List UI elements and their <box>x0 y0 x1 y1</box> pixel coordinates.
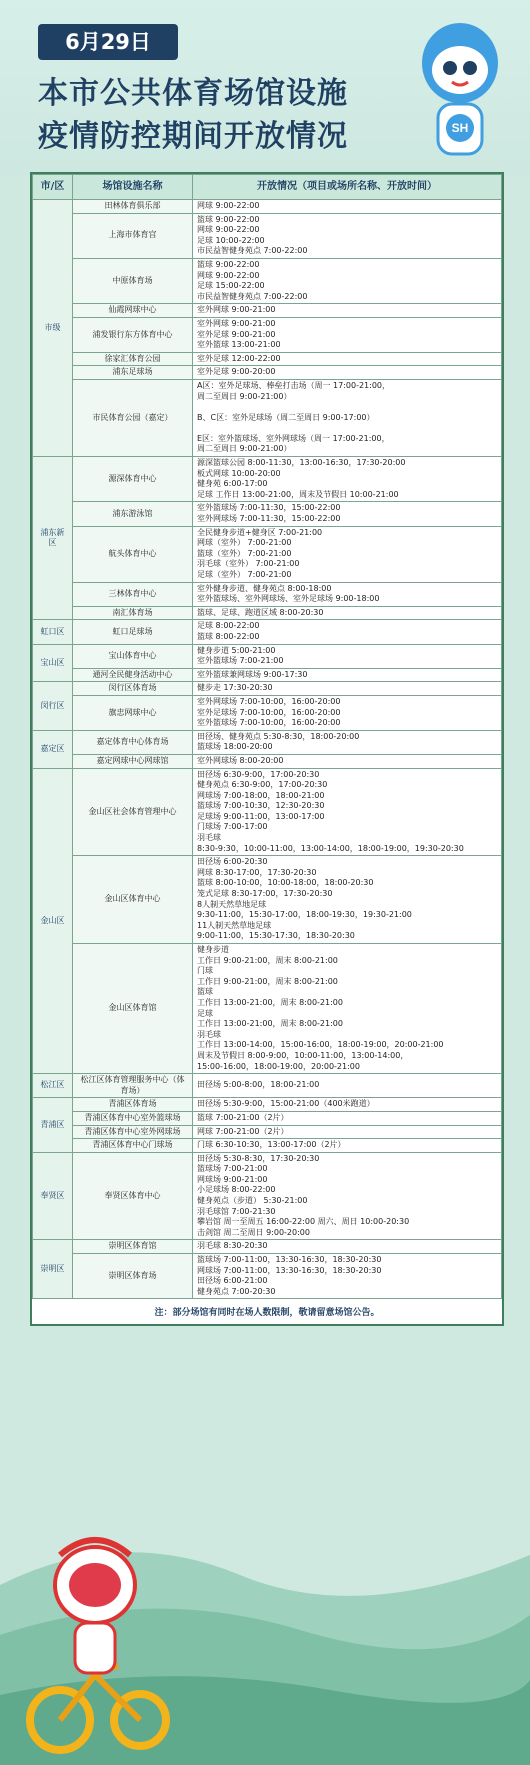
page-title-line2: 疫情防控期间开放情况 <box>38 119 348 154</box>
district-cell: 嘉定区 <box>33 730 73 768</box>
opening-info-cell: 室外健身步道、健身苑点 8:00-18:00 室外篮球场、室外网球场、室外足球场 9:00-18:00 <box>193 582 502 606</box>
opening-info-cell: A区：室外足球场、棒垒打击场（周一 17:00-21:00， 周二至周日 9:00-21:00） B、C区：室外足球场（周二至周日 9:00-17:00） E区：室外篮球场、室外网球场（周一 17:00-21:00， 周二至周日 9:00-21:00） <box>193 379 502 456</box>
venue-name-cell: 奉贤区体育中心 <box>73 1152 193 1240</box>
venue-name-cell: 仙霞网球中心 <box>73 304 193 318</box>
district-cell: 市级 <box>33 200 73 457</box>
table-row <box>33 856 502 944</box>
district-cell: 崇明区 <box>33 1240 73 1299</box>
opening-info-cell: 篮球 9:00-22:00 网球 9:00-22:00 足球 10:00-22:00 市民益智健身苑点 7:00-22:00 <box>193 213 502 258</box>
opening-info-cell: 田径场 6:00-20:30 网球 8:30-17:00，17:30-20:30 篮球 8:00-10:00，10:00-18:00，18:00-20:30 笼式足球 8:30-17:00，17:30-20:30 8人制天然草地足球 9:30-11:00，15:30-17:00，18:00-19:30，19:30-21:00 11人制天然草地足球 9:00-11:00，15:30-17:30，18:30-20:30 <box>193 856 502 944</box>
table-row <box>33 768 502 856</box>
opening-info-cell: 门球 6:30-10:30，13:00-17:00（2片） <box>193 1139 502 1153</box>
opening-info-cell: 室外足球 9:00-20:00 <box>193 366 502 380</box>
table-row <box>33 317 502 352</box>
opening-info-cell: 室外网球 9:00-21:00 室外足球 9:00-21:00 室外篮球 13:00-21:00 <box>193 317 502 352</box>
opening-info-cell: 室外足球 12:00-22:00 <box>193 352 502 366</box>
opening-info-cell: 健身步道 工作日 9:00-21:00，周末 8:00-21:00 门球 工作日 9:00-21:00，周末 8:00-21:00 篮球 工作日 13:00-21:00，周末 8:00-21:00 足球 工作日 13:00-21:00，周末 8:00-21:00 羽毛球 工作日 13:00-14:00，15:00-16:00，18:00-19:00，20:00-21:00 周末及节假日 8:00-9:00，10:00-11:00，13:00-14:00， 15:00-16:00，18:00-19:00，20:00-21:00 <box>193 944 502 1074</box>
opening-info-cell: 篮球 9:00-22:00 网球 9:00-22:00 足球 15:00-22:00 市民益智健身苑点 7:00-22:00 <box>193 258 502 303</box>
district-cell: 闵行区 <box>33 682 73 730</box>
venue-name-cell: 航头体育中心 <box>73 526 193 582</box>
opening-info-cell: 田径场 5:30-9:00，15:00-21:00（400米跑道） <box>193 1098 502 1112</box>
table-row <box>33 200 502 214</box>
table-row <box>33 526 502 582</box>
venue-name-cell: 青浦区体育中心室外篮球场 <box>73 1111 193 1125</box>
table-row <box>33 502 502 526</box>
venue-table <box>32 174 502 1299</box>
district-cell: 浦东新区 <box>33 457 73 620</box>
opening-info-cell: 羽毛球 8:30-20:30 <box>193 1240 502 1254</box>
venue-name-cell: 金山区体育中心 <box>73 856 193 944</box>
table-row <box>33 582 502 606</box>
opening-info-cell: 健身步道 5:00-21:00 室外篮球场 7:00-21:00 <box>193 644 502 668</box>
opening-info-cell: 网球 7:00-21:00（2片） <box>193 1125 502 1139</box>
opening-info-cell: 田径场 5:30-8:30，17:30-20:30 篮球场 7:00-21:00 网球场 9:00-21:00 小足球场 8:00-22:00 健身苑点（步道） 5:30-21:00 羽毛球馆 7:00-21:30 攀岩馆 周一至周五 16:00-22:00 周六、周日 10:00-20:30 击剑馆 周二至周日 9:00-20:00 <box>193 1152 502 1240</box>
table-row <box>33 730 502 754</box>
header-district: 市/区 <box>33 175 73 200</box>
table-row <box>33 457 502 502</box>
svg-text:SH: SH <box>451 121 469 135</box>
footnote: 注：部分场馆有同时在场人数限制，敬请留意场馆公告。 <box>32 1299 502 1324</box>
opening-info-cell: 室外网球 9:00-21:00 <box>193 304 502 318</box>
opening-info-cell: 足球 8:00-22:00 篮球 8:00-22:00 <box>193 620 502 644</box>
table-row <box>33 644 502 668</box>
opening-info-cell: 篮球、足球、跑道区域 8:00-20:30 <box>193 606 502 620</box>
table-row <box>33 1098 502 1112</box>
opening-info-cell: 室外网球场 7:00-10:00，16:00-20:00 室外足球场 7:00-10:00，16:00-20:00 室外篮球场 7:00-10:00，16:00-20:00 <box>193 695 502 730</box>
venue-name-cell: 上海市体育宫 <box>73 213 193 258</box>
venue-name-cell: 崇明区体育馆 <box>73 1240 193 1254</box>
table-row <box>33 682 502 696</box>
opening-info-cell: 室外篮球场 7:00-11:30，15:00-22:00 室外网球场 7:00-11:30，15:00-22:00 <box>193 502 502 526</box>
venue-name-cell: 松江区体育管理服务中心（体育场） <box>73 1074 193 1098</box>
table-row <box>33 1074 502 1098</box>
table-row <box>33 1139 502 1153</box>
opening-info-cell: 室外篮球兼网球场 9:00-17:30 <box>193 668 502 682</box>
table-row <box>33 695 502 730</box>
venue-name-cell: 嘉定体育中心体育场 <box>73 730 193 754</box>
table-row <box>33 352 502 366</box>
venue-name-cell: 金山区体育馆 <box>73 944 193 1074</box>
table-row <box>33 754 502 768</box>
venue-name-cell: 嘉定网球中心网球馆 <box>73 754 193 768</box>
venue-name-cell: 浦发银行东方体育中心 <box>73 317 193 352</box>
venue-name-cell: 青浦区体育中心室外网球场 <box>73 1125 193 1139</box>
venue-table-panel <box>30 172 504 1326</box>
venue-name-cell: 虹口足球场 <box>73 620 193 644</box>
venue-name-cell: 浦东游泳馆 <box>73 502 193 526</box>
venue-name-cell: 田林体育俱乐部 <box>73 200 193 214</box>
mascot-illustration <box>400 18 520 168</box>
opening-info-cell: 室外网球场 8:00-20:00 <box>193 754 502 768</box>
table-row <box>33 1240 502 1254</box>
venue-name-cell: 中原体育场 <box>73 258 193 303</box>
venue-name-cell: 南汇体育场 <box>73 606 193 620</box>
district-cell: 奉贤区 <box>33 1152 73 1240</box>
venue-name-cell: 青浦区体育场 <box>73 1098 193 1112</box>
table-row <box>33 1254 502 1299</box>
date-tag: 6月29日 <box>38 24 178 60</box>
district-cell: 宝山区 <box>33 644 73 682</box>
header-open-info: 开放情况（项目或场所名称、开放时间） <box>193 175 502 200</box>
table-row <box>33 1152 502 1240</box>
venue-name-cell: 三林体育中心 <box>73 582 193 606</box>
table-header-row <box>33 175 502 200</box>
table-row <box>33 366 502 380</box>
venue-name-cell: 金山区社会体育管理中心 <box>73 768 193 856</box>
header-venue: 场馆设施名称 <box>73 175 193 200</box>
opening-info-cell: 全民健身步道+健身区 7:00-21:00 网球（室外） 7:00-21:00 篮球（室外） 7:00-21:00 羽毛球（室外） 7:00-21:00 足球（室外） 7:00-21:00 <box>193 526 502 582</box>
opening-info-cell: 网球 9:00-22:00 <box>193 200 502 214</box>
table-row <box>33 213 502 258</box>
venue-name-cell: 徐家汇体育公园 <box>73 352 193 366</box>
page-title-line1: 本市公共体育场馆设施 <box>38 76 348 111</box>
table-row <box>33 304 502 318</box>
opening-info-cell: 源深篮球公园 8:00-11:30，13:00-16:30，17:30-20:00 板式网球 10:00-20:00 健身苑 6:00-17:00 足球 工作日 13:00-21:00，周末及节假日 10:00-21:00 <box>193 457 502 502</box>
cyclist-mascot-illustration <box>20 1515 170 1760</box>
venue-name-cell: 源深体育中心 <box>73 457 193 502</box>
venue-name-cell: 崇明区体育场 <box>73 1254 193 1299</box>
opening-info-cell: 篮球场 7:00-11:00，13:30-16:30，18:30-20:30 网球场 7:00-11:00，13:30-16:30，18:30-20:30 田径场 6:00-21:00 健身苑点 7:00-20:30 <box>193 1254 502 1299</box>
opening-info-cell: 田径场 5:00-8:00，18:00-21:00 <box>193 1074 502 1098</box>
district-cell: 金山区 <box>33 768 73 1074</box>
opening-info-cell: 田径场、健身苑点 5:30-8:30，18:00-20:00 篮球场 18:00-20:00 <box>193 730 502 754</box>
venue-name-cell: 通河全民健身活动中心 <box>73 668 193 682</box>
venue-name-cell: 浦东足球场 <box>73 366 193 380</box>
table-row <box>33 606 502 620</box>
table-row <box>33 944 502 1074</box>
table-row <box>33 258 502 303</box>
opening-info-cell: 篮球 7:00-21:00（2片） <box>193 1111 502 1125</box>
district-cell: 虹口区 <box>33 620 73 644</box>
opening-info-cell: 健步走 17:30-20:30 <box>193 682 502 696</box>
venue-name-cell: 宝山体育中心 <box>73 644 193 668</box>
venue-name-cell: 闵行区体育场 <box>73 682 193 696</box>
district-cell: 青浦区 <box>33 1098 73 1152</box>
venue-name-cell: 市民体育公园（嘉定） <box>73 379 193 456</box>
table-row <box>33 1111 502 1125</box>
table-row <box>33 668 502 682</box>
opening-info-cell: 田径场 6:30-9:00，17:00-20:30 健身苑点 6:30-9:00，17:00-20:30 网球场 7:00-18:00，18:00-21:00 篮球场 7:00-10:30，12:30-20:30 足球场 9:00-11:00，13:00-17:00 门球场 7:00-17:00 羽毛球 8:30-9:30，10:00-11:00，13:00-14:00，18:00-19:00，19:30-20:30 <box>193 768 502 856</box>
table-row <box>33 1125 502 1139</box>
venue-name-cell: 青浦区体育中心门球场 <box>73 1139 193 1153</box>
table-row <box>33 620 502 644</box>
venue-name-cell: 旗忠网球中心 <box>73 695 193 730</box>
district-cell: 松江区 <box>33 1074 73 1098</box>
table-row <box>33 379 502 456</box>
